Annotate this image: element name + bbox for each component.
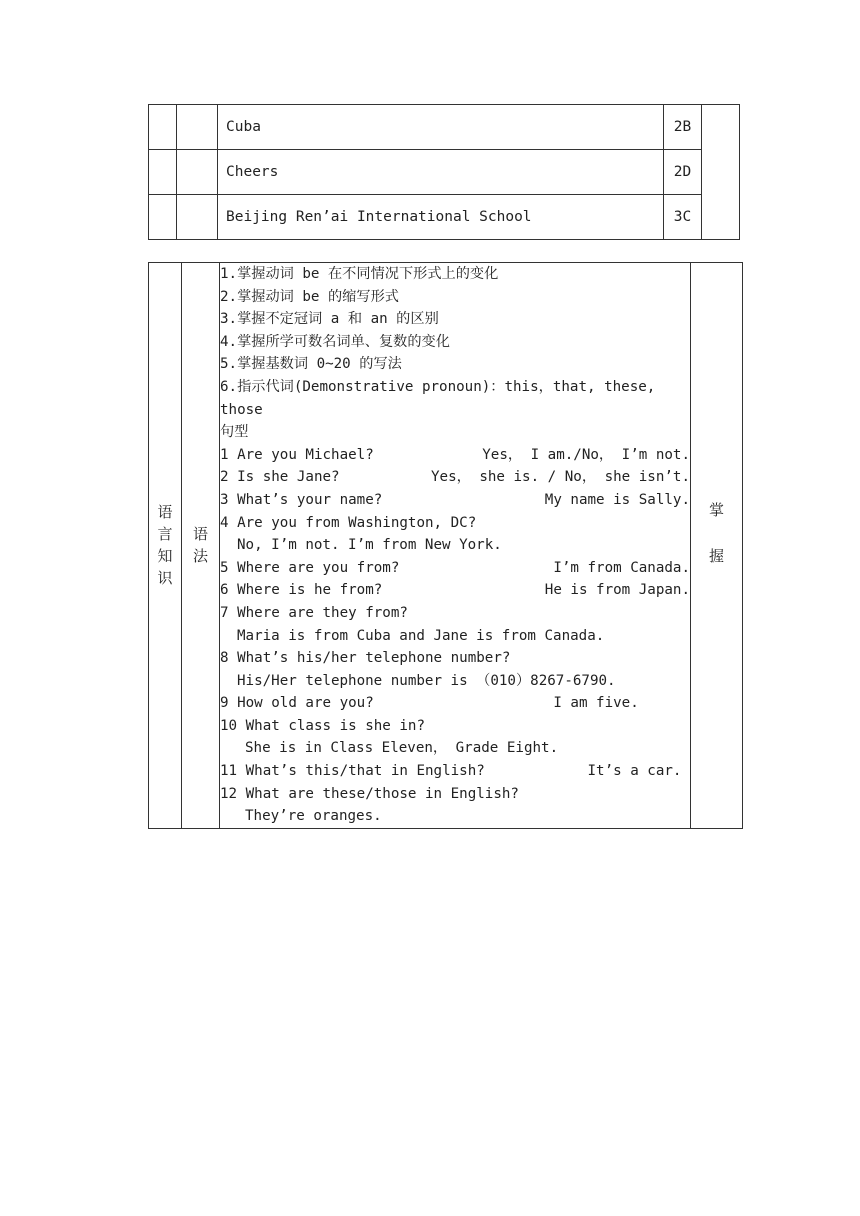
category-char: 识	[157, 569, 173, 588]
sentence-question: 9 How old are you?	[220, 695, 374, 712]
sentence-answer: Yes， I am./No， I’m not.	[482, 446, 690, 463]
grammar-point: 2.掌握动词 be 的缩写形式	[220, 288, 399, 305]
grammar-point: 4.掌握所学可数名词单、复数的变化	[220, 333, 450, 350]
empty-cell	[177, 105, 218, 150]
sentence-answer: My name is Sally.	[544, 491, 690, 508]
row-code: 3C	[664, 195, 702, 240]
sentence-line	[220, 715, 690, 738]
sentence-line	[220, 489, 690, 512]
sentence-answer: He is from Japan.	[544, 582, 690, 599]
sentence-line	[220, 466, 690, 489]
sentence-answer: Maria is from Cuba and Jane is from Canada.	[237, 627, 605, 644]
sentence-heading: 句型	[220, 424, 249, 441]
sentence-line	[220, 557, 690, 580]
sentence-line	[220, 760, 690, 783]
sentence-line	[220, 692, 690, 715]
subcategory-char: 法	[192, 547, 208, 566]
category-char: 语	[157, 503, 173, 522]
sentence-answer: His/Her telephone number is （010）8267-6790.	[237, 672, 616, 689]
table-row	[149, 150, 740, 195]
sentence-line	[220, 579, 690, 602]
grammar-row	[149, 263, 743, 829]
sentence-line	[220, 737, 690, 760]
category-cell	[149, 263, 182, 829]
empty-cell	[149, 105, 177, 150]
sentence-answer: She is in Class Eleven， Grade Eight.	[245, 740, 559, 757]
sentence-answer: I am five.	[553, 695, 690, 712]
table-row	[149, 195, 740, 240]
sentence-question: 10 What class is she in?	[220, 717, 425, 734]
category-char: 言	[157, 525, 173, 544]
sentence-line	[220, 647, 690, 670]
sentence-line	[220, 670, 690, 693]
sentence-question: 8 What’s his/her telephone number?	[220, 650, 511, 667]
category-char: 知	[157, 547, 173, 566]
sentence-question: 1 Are you Michael?	[220, 446, 374, 463]
sentence-line	[220, 534, 690, 557]
grammar-point: 1.掌握动词 be 在不同情况下形式上的变化	[220, 266, 499, 282]
requirement-char: 掌	[708, 501, 724, 520]
grammar-point: 3.掌握不定冠词 a 和 an 的区别	[220, 311, 439, 328]
sentence-question: 5 Where are you from?	[220, 559, 400, 576]
empty-cell	[149, 195, 177, 240]
table-row	[149, 105, 740, 150]
sentence-line	[220, 805, 690, 828]
row-code: 2B	[664, 105, 702, 150]
subcategory-cell	[182, 263, 220, 829]
grammar-point: 5.掌握基数词 0~20 的写法	[220, 356, 402, 373]
row-code: 2D	[664, 150, 702, 195]
sentence-question: 7 Where are they from?	[220, 604, 408, 621]
sentence-question: 3 What’s your name?	[220, 491, 383, 508]
subcategory-char: 语	[192, 525, 208, 544]
sentence-line	[220, 602, 690, 625]
grammar-table	[148, 262, 743, 829]
row-name: Cheers	[218, 150, 664, 195]
row-name: Beijing Ren’ai International School	[218, 195, 664, 240]
empty-cell	[177, 195, 218, 240]
sentence-answer: Yes， she is. / No， she isn’t.	[431, 469, 690, 486]
sentence-answer: They’re oranges.	[245, 808, 382, 825]
grammar-point: 6.指示代词(Demonstrative pronoun)：this，that, these,	[220, 378, 656, 395]
empty-cell	[149, 150, 177, 195]
sentence-answer: No, I’m not. I’m from New York.	[237, 537, 502, 554]
reference-table	[148, 104, 740, 240]
sentence-question: 12 What are these/those in English?	[220, 785, 519, 802]
grammar-point: those	[220, 401, 263, 418]
sentence-line	[220, 444, 690, 467]
sentence-line	[220, 783, 690, 806]
sentence-line	[220, 625, 690, 648]
requirement-char: 握	[708, 547, 724, 566]
sentence-question: 2 Is she Jane?	[220, 469, 340, 486]
row-name: Cuba	[218, 105, 664, 150]
requirement-cell	[691, 263, 743, 829]
sentence-question: 4 Are you from Washington, DC?	[220, 514, 477, 531]
sentence-line	[220, 512, 690, 535]
sentence-answer: It’s a car.	[587, 763, 690, 780]
sentence-question: 11 What’s this/that in English?	[220, 763, 485, 780]
sentence-answer: I’m from Canada.	[553, 559, 690, 576]
sentence-question: 6 Where is he from?	[220, 582, 383, 599]
empty-cell	[177, 150, 218, 195]
grammar-content-cell	[220, 263, 691, 829]
empty-cell	[702, 105, 740, 240]
